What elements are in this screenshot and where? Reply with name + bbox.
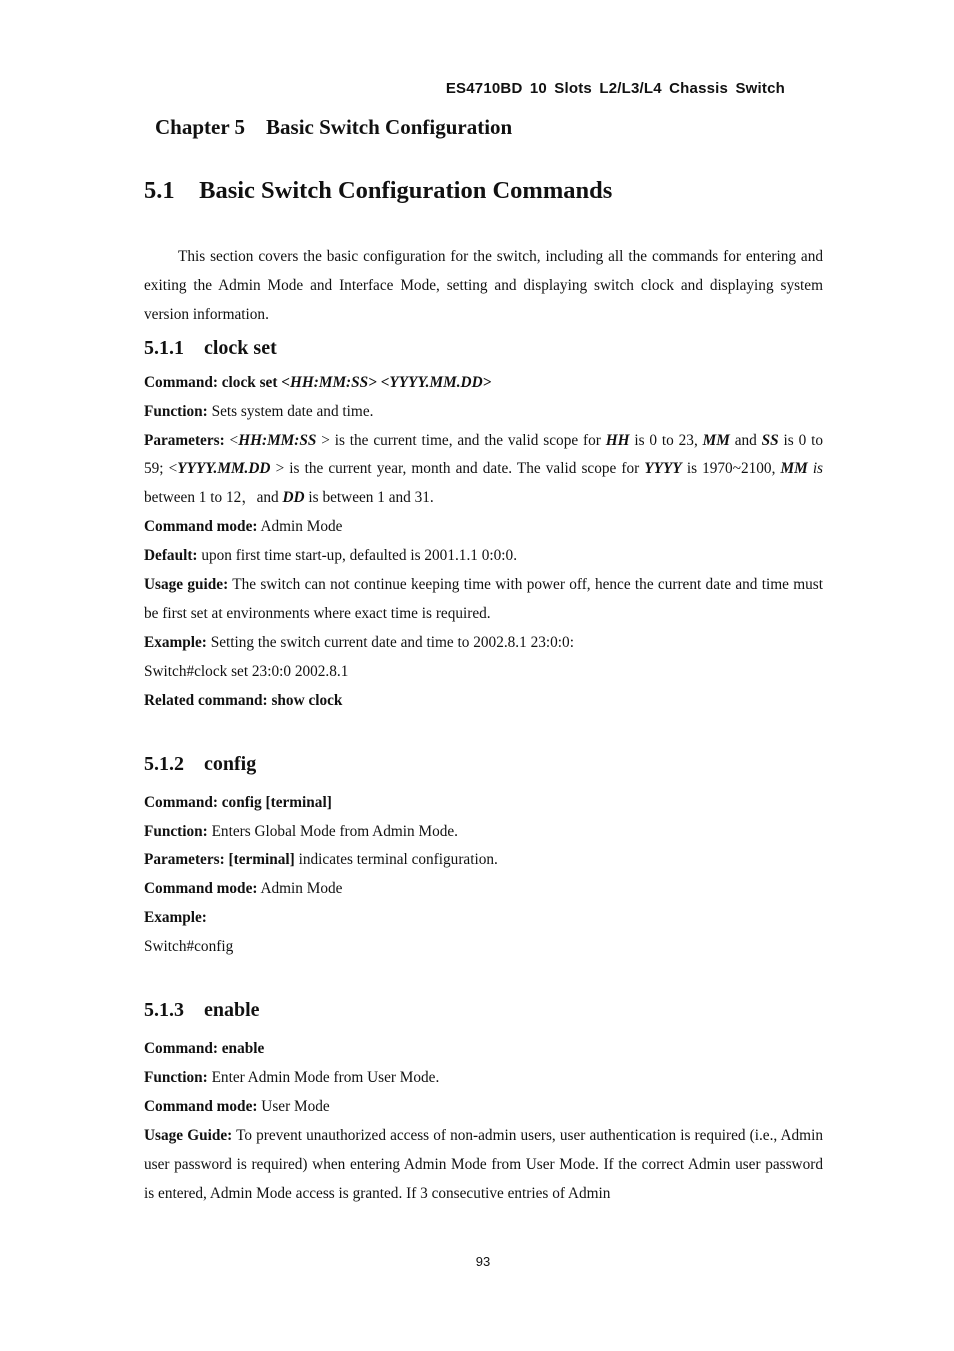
command-name: clock set	[221, 373, 278, 391]
parameters-arg: [terminal]	[228, 851, 295, 869]
document-body	[144, 243, 823, 1208]
command-label: Command:	[144, 793, 218, 811]
usage-text: To prevent unauthorized access of non-admin users, user authentication is required (i.e., Admin user password is required) when entering Admin Mode from User Mode. If the correct Admin user password is entered, Admin Mode access is granted. If 3 consecutive entries of Admin	[144, 1126, 823, 1202]
param-text: is 1970~2100,	[681, 460, 781, 478]
mode-text: Admin Mode	[260, 518, 343, 536]
param-mm: MM	[780, 460, 808, 478]
param-dd: DD	[282, 489, 305, 507]
param-text: and	[729, 431, 762, 449]
running-header: ES4710BD 10 Slots L2/L3/L4 Chassis Switch	[445, 80, 785, 97]
command-label: Command:	[144, 1040, 218, 1058]
enable-function	[144, 1064, 823, 1093]
function-text: Enter Admin Mode from User Mode.	[211, 1068, 440, 1086]
function-label: Function:	[144, 1068, 208, 1086]
related-command: show clock	[271, 691, 343, 709]
config-mode	[144, 875, 823, 904]
mode-label: Command mode:	[144, 880, 258, 898]
example-label: Example:	[144, 633, 207, 651]
mode-text: Admin Mode	[260, 880, 343, 898]
default-label: Default:	[144, 547, 198, 565]
param-text: > is the current year, month and date. The valid scope for	[270, 460, 645, 478]
subsection-title-config: 5.1.2 config	[144, 752, 257, 775]
related-label: Related command:	[144, 691, 268, 709]
clock-set-example	[144, 629, 823, 658]
clock-set-function	[144, 398, 823, 427]
clock-set-command	[144, 369, 823, 398]
config-command	[144, 789, 823, 818]
clock-set-mode	[144, 513, 823, 542]
parameters-label: Parameters:	[144, 851, 225, 869]
config-example	[144, 904, 823, 933]
param-time-format: HH:MM:SS	[238, 431, 317, 449]
command-text: config [terminal]	[221, 793, 332, 811]
chapter-title: Chapter 5 Basic Switch Configuration	[155, 115, 513, 139]
page-number: 93	[475, 1254, 491, 1269]
param-hh: HH	[605, 431, 630, 449]
parameters-label: Parameters:	[144, 431, 225, 449]
default-text: upon first time start-up, defaulted is 2001.1.1 0:0:0.	[201, 547, 518, 565]
clock-set-example-code: Switch#clock set 23:0:0 2002.8.1	[144, 662, 349, 680]
clock-set-related	[144, 687, 823, 716]
usage-label: Usage Guide:	[144, 1126, 233, 1144]
parameters-text: indicates terminal configuration.	[298, 851, 498, 869]
mode-label: Command mode:	[144, 1097, 258, 1115]
param-yyyy: YYYY	[644, 460, 682, 478]
param-text: is between 1 and 31.	[304, 489, 434, 507]
param-text: between 1 to 12，and	[144, 489, 283, 507]
config-example-code: Switch#config	[144, 938, 234, 956]
usage-text: The switch can not continue keeping time with power off, hence the current date and time must be first set at environments where exact time is required.	[144, 576, 823, 622]
param-text: > is the current time, and the valid scope for	[316, 431, 606, 449]
enable-command	[144, 1035, 823, 1064]
example-text: Setting the switch current date and time to 2002.8.1 23:0:0:	[210, 633, 574, 651]
param-mm: MM	[702, 431, 730, 449]
mode-text: User Mode	[261, 1097, 330, 1115]
param-is: is	[812, 460, 824, 478]
example-label: Example:	[144, 909, 207, 927]
section-title: 5.1 Basic Switch Configuration Commands	[144, 177, 613, 204]
clock-set-usage	[144, 571, 823, 629]
command-text: enable	[221, 1040, 265, 1058]
clock-set-parameters	[144, 427, 823, 514]
param-text: <	[229, 431, 239, 449]
function-text: Enters Global Mode from Admin Mode.	[211, 822, 458, 840]
param-ss: SS	[761, 431, 779, 449]
clock-set-default	[144, 542, 823, 571]
param-date-format: YYYY.MM.DD	[177, 460, 271, 478]
function-text: Sets system date and time.	[211, 402, 374, 420]
subsection-title-enable: 5.1.3 enable	[144, 999, 260, 1022]
command-arguments: <HH:MM:SS> <YYYY.MM.DD>	[281, 373, 492, 391]
enable-mode	[144, 1093, 823, 1122]
function-label: Function:	[144, 822, 208, 840]
subsection-title-clock-set: 5.1.1 clock set	[144, 336, 277, 359]
config-function	[144, 818, 823, 847]
intro-paragraph: This section covers the basic configuration for the switch, including all the commands for entering and exiting the Admin Mode and Interface Mode, setting and displaying switch clock and displaying system version information.	[144, 248, 823, 323]
usage-label: Usage guide:	[144, 576, 229, 594]
config-parameters	[144, 846, 823, 875]
function-label: Function:	[144, 402, 208, 420]
command-label: Command:	[144, 373, 218, 391]
enable-usage	[144, 1122, 823, 1209]
mode-label: Command mode:	[144, 518, 258, 536]
param-text: is 0 to 59; <	[144, 431, 823, 478]
param-text: is 0 to 23,	[629, 431, 703, 449]
